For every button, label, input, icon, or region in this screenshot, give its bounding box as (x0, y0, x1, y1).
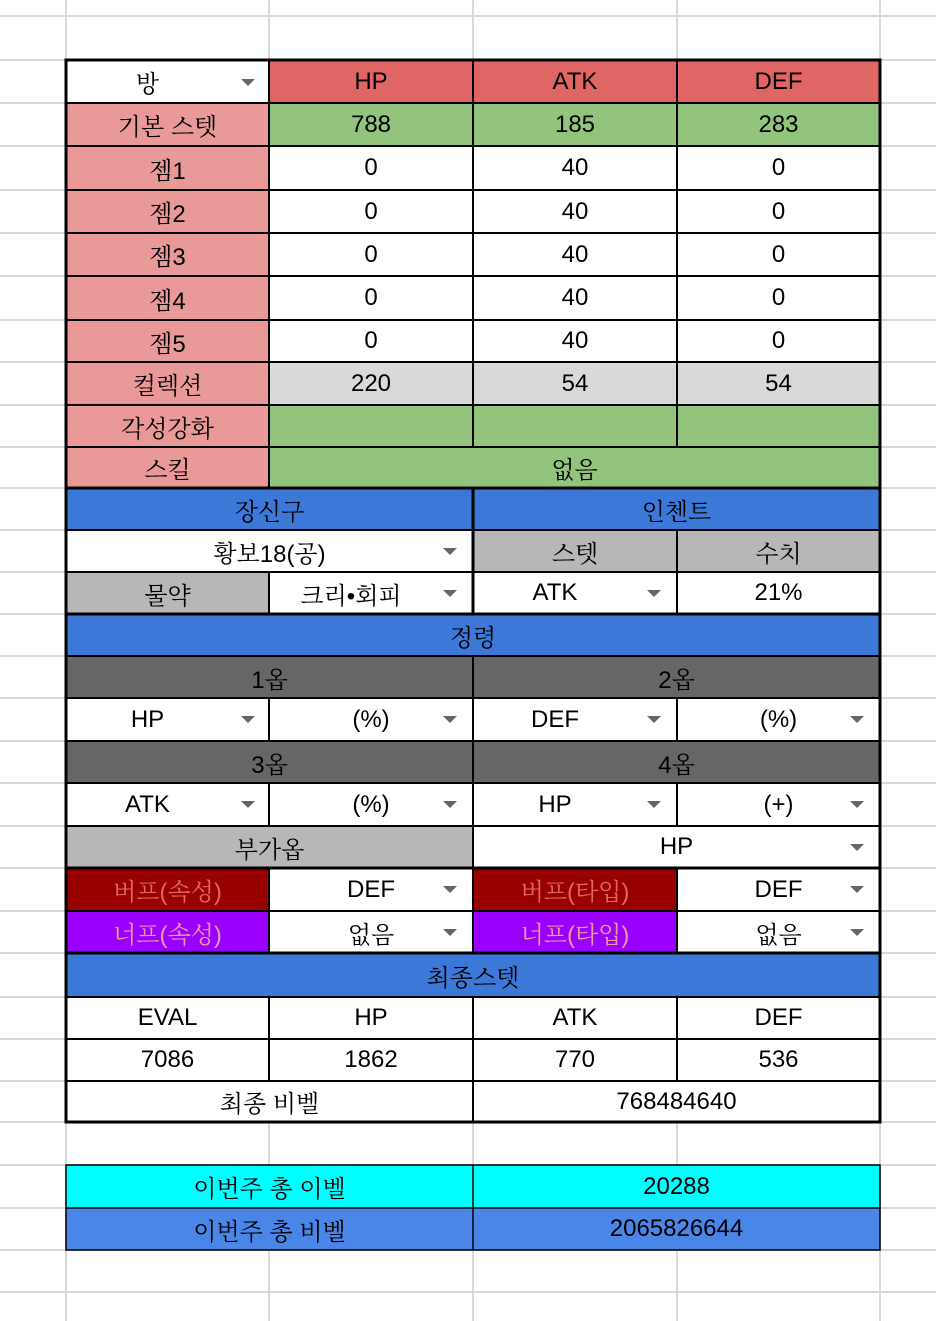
final-eval-label: EVAL (66, 997, 269, 1039)
collection-hp[interactable]: 220 (269, 362, 473, 405)
weekly-ivel-value[interactable]: 20288 (473, 1165, 880, 1208)
enchant-stat-value: ATK (532, 579, 578, 606)
header-hp: HP (269, 60, 473, 103)
final-def-label: DEF (677, 997, 880, 1039)
opt2-label: 2옵 (473, 656, 880, 698)
gem4-hp[interactable]: 0 (269, 276, 473, 320)
nerf-type-label: 너프(타입) (473, 911, 677, 953)
final-stats-header: 최종스텟 (66, 953, 880, 997)
opt3-stat-value: ATK (125, 790, 170, 818)
potion-select-value: 크리•회피 (300, 582, 402, 610)
gem1-atk[interactable]: 40 (473, 146, 677, 190)
enchant-header: 인첸트 (473, 488, 880, 530)
row-label-gem5: 젬5 (66, 320, 269, 362)
final-eval-value[interactable]: 7086 (66, 1039, 269, 1081)
collection-def[interactable]: 54 (677, 362, 880, 405)
collection-atk[interactable]: 54 (473, 362, 677, 405)
opt4-stat-value: HP (538, 790, 572, 818)
final-hp-value[interactable]: 1862 (269, 1039, 473, 1081)
buff-attr-value: DEF (347, 875, 395, 903)
final-hp-label: HP (269, 997, 473, 1039)
row-label-gem4: 젬4 (66, 276, 269, 320)
opt4-label: 4옵 (473, 741, 880, 783)
weekly-bvel-label: 이번주 총 비벨 (66, 1208, 473, 1250)
gem5-def[interactable]: 0 (677, 320, 880, 362)
row-label-gem1: 젬1 (66, 146, 269, 190)
weekly-ivel-label: 이번주 총 이벨 (66, 1165, 473, 1208)
opt1-type-value: (%) (352, 705, 390, 733)
row-label-skill: 스킬 (66, 447, 269, 488)
gem4-def[interactable]: 0 (677, 276, 880, 320)
base-atk[interactable]: 185 (473, 103, 677, 146)
gem1-hp[interactable]: 0 (269, 146, 473, 190)
opt3-type-value: (%) (352, 790, 390, 818)
skill-value[interactable]: 없음 (269, 447, 880, 488)
row-label-base: 기본 스텟 (66, 103, 269, 146)
gem4-atk[interactable]: 40 (473, 276, 677, 320)
gem1-def[interactable]: 0 (677, 146, 880, 190)
row-label-collection: 컬렉션 (66, 362, 269, 405)
opt4-type-value: (+) (763, 790, 794, 818)
final-atk-value[interactable]: 770 (473, 1039, 677, 1081)
equip-select-value: 황보18(공) (213, 540, 326, 568)
gem5-atk[interactable]: 40 (473, 320, 677, 362)
buff-type-value: DEF (754, 875, 803, 903)
gem5-hp[interactable]: 0 (269, 320, 473, 362)
opt3-label: 3옵 (66, 741, 473, 783)
weekly-bvel-value[interactable]: 2065826644 (473, 1208, 880, 1250)
nerf-attr-value: 없음 (347, 921, 395, 949)
gem2-atk[interactable]: 40 (473, 190, 677, 233)
gem2-def[interactable]: 0 (677, 190, 880, 233)
nerf-attr-label: 너프(속성) (66, 911, 269, 953)
spirit-header: 정령 (66, 614, 880, 656)
extra-opt-value: HP (659, 833, 694, 860)
buff-type-label: 버프(타입) (473, 868, 677, 911)
gem3-atk[interactable]: 40 (473, 233, 677, 276)
opt2-type-value: (%) (759, 705, 798, 733)
gem3-hp[interactable]: 0 (269, 233, 473, 276)
row-label-gem3: 젬3 (66, 233, 269, 276)
header-def: DEF (677, 60, 880, 103)
buff-attr-label: 버프(속성) (66, 868, 269, 911)
final-bvel-label: 최종 비벨 (66, 1081, 473, 1122)
opt1-stat-value: HP (130, 705, 165, 733)
base-def[interactable]: 283 (677, 103, 880, 146)
room-select-value: 방 (135, 71, 160, 98)
row-label-gem2: 젬2 (66, 190, 269, 233)
nerf-type-value: 없음 (755, 921, 802, 949)
enchant-value[interactable]: 21% (677, 572, 880, 614)
equip-header: 장신구 (66, 488, 473, 530)
row-label-awaken: 각성강화 (66, 405, 269, 447)
opt1-label: 1옵 (66, 656, 473, 698)
final-def-value[interactable]: 536 (677, 1039, 880, 1081)
gem2-hp[interactable]: 0 (269, 190, 473, 233)
opt2-stat-value: DEF (531, 705, 579, 733)
potion-label: 물약 (66, 572, 269, 614)
enchant-value-col: 수치 (677, 530, 880, 572)
gem3-def[interactable]: 0 (677, 233, 880, 276)
header-atk: ATK (473, 60, 677, 103)
enchant-stat-col: 스텟 (473, 530, 677, 572)
final-bvel-value[interactable]: 768484640 (473, 1081, 880, 1122)
base-hp[interactable]: 788 (269, 103, 473, 146)
extra-opt-label: 부가옵 (66, 826, 473, 868)
final-atk-label: ATK (473, 997, 677, 1039)
